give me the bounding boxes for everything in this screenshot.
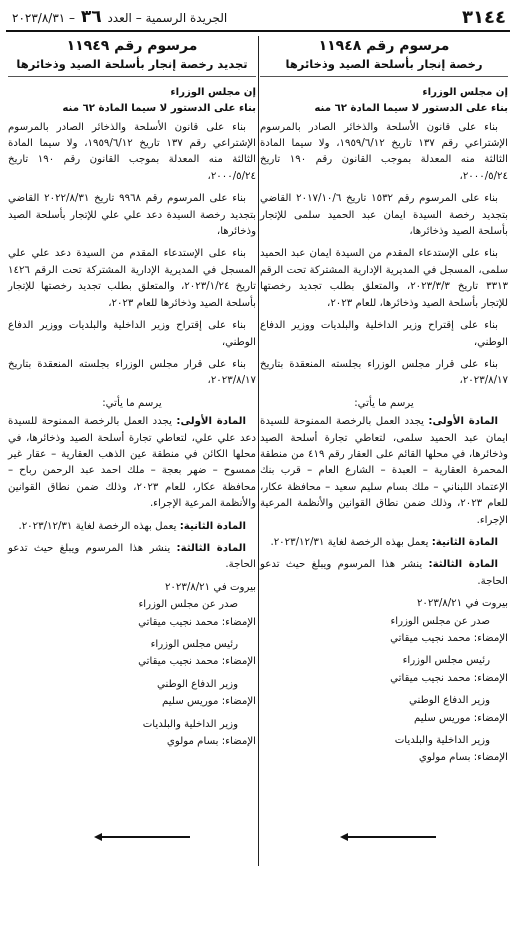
decrees-line: يرسم ما يأتي: <box>102 397 162 409</box>
preamble-paragraph: بناء على قرار مجلس الوزراء بجلسته المنعقدة بتاريخ ٢٠٢٣/٨/١٧، <box>8 358 256 387</box>
decree-11949 <box>8 38 256 751</box>
article-text: يعمل بهذه الرخصة لغاية ٢٠٢٣/١٢/٣١. <box>18 520 177 532</box>
official-title: وزير الداخلية والبلديات <box>394 735 490 747</box>
signature-line: الإمضاء: بسام مولوي <box>166 736 256 748</box>
article-text: ينشر هذا المرسوم ويبلغ حيث تدعو الحاجة. <box>8 542 256 571</box>
preamble-paragraph: بناء على قانون الأسلحة والذخائر الصادر بالمرسوم الإشتراعي رقم ١٣٧ تاريخ ١٩٥٩/٦/١٢، ولا سيما المادة الثالثة منه المعدلة بموجب القانون رقم ١٩٠ تاريخ ٢٠٠٠/٥/٢٤، <box>260 121 509 182</box>
decrees-line: يرسم ما يأتي: <box>354 397 414 409</box>
preamble-paragraph: بناء على قرار مجلس الوزراء بجلسته المنعقدة بتاريخ ٢٠٢٣/٨/١٧، <box>260 358 508 387</box>
signature-line: الإمضاء: محمد نجيب ميقاتي <box>390 633 508 644</box>
preamble-paragraph: بناء على المرسوم رقم ١٥٣٢ تاريخ ٢٠١٧/١٠/٦ القاضي بتجديد رخصة السيدة ايمان عبد الحميد سلمى للإتجار بأسلحة الصيد وذخائرها، <box>260 193 508 238</box>
signature-line: الإمضاء: موريس سليم <box>414 712 508 724</box>
preamble-paragraph: بناء على إقتراح وزير الداخلية والبلديات ووزير الدفاع الوطني، <box>260 320 508 348</box>
issue-date: – ٢٠٢٣/٨/٣١ <box>12 11 76 25</box>
article-text: ينشر هذا المرسوم ويبلغ حيث تدعو الحاجة. <box>260 559 508 587</box>
page-number: ٣١٤٤ <box>462 7 506 28</box>
decree-title: مرسوم رقم ١١٩٤٩ <box>66 38 198 54</box>
article-label: المادة الثانية: <box>179 520 246 532</box>
decree-subtitle: تجديد رخصة إنجار بأسلحة الصيد وذخائرها <box>8 56 256 76</box>
preamble-paragraph: بناء على قانون الأسلحة والذخائر الصادر بالمرسوم الإشتراعي رقم ١٣٧ تاريخ ١٩٥٩/٦/١٢، ولا سيما المادة الثالثة منه المعدلة بموجب القانون رقم ١٩٠ تاريخ ٢٠٠٠/٥/٢٤، <box>8 121 257 182</box>
signature-line: الإمضاء: محمد نجيب ميقاتي <box>138 656 256 668</box>
article-text: يجدد العمل بالرخصة الممنوحة للسيدة ايمان عبد الحميد سلمى، لتعاطي تجارة أسلحة الصيد وذخائرها، في محلها القائم على العقار رقم ٤١٩ من منطقة المحمرة العقارية – العبدة – الشارع العام – قرب بنك الإعتماد اللبناني – ملك بسام سليم سعيد – محافظة عكار، للعام ٢٠٢٣، وذلك ضمن نطاق القوانين والأنظمة المرعية الإجراء. <box>260 416 508 526</box>
gazette-title: الجريدة الرسمية – العدد <box>107 11 228 25</box>
preamble-paragraph: بناء على المرسوم رقم ٩٩٦٨ تاريخ ٢٠٢٢/٨/٣١ القاضي بتجديد رخصة السيدة دعد علي علي للإتجار بأسلحة الصيد وذخائرها، <box>8 193 256 238</box>
signature-line: الإمضاء: محمد نجيب ميقاتي <box>138 616 256 628</box>
constitution-line: بناء على الدستور لا سيما المادة ٦٢ منه <box>62 103 256 115</box>
official-title: وزير الدفاع الوطني <box>157 678 238 690</box>
decree-subtitle: رخصة إنجار بأسلحة الصيد وذخائرها <box>260 56 508 76</box>
official-title: رئيس مجلس الوزراء <box>402 655 490 667</box>
issued-by: صدر عن مجلس الوزراء <box>390 615 490 627</box>
article-2 <box>8 519 256 535</box>
article-2 <box>260 535 508 551</box>
gazette-header-title <box>6 7 227 30</box>
signature-line: الإمضاء: بسام مولوي <box>418 752 508 764</box>
column-divider <box>258 36 259 866</box>
article-text: يعمل بهذه الرخصة لغاية ٢٠٢٣/١٢/٣١. <box>270 536 429 548</box>
article-1 <box>8 414 256 512</box>
issued-by: صدر عن مجلس الوزراء <box>138 599 238 611</box>
place-date: بيروت في ٢٠٢٣/٨/٢١ <box>164 581 256 593</box>
signature-line: الإمضاء: موريس سليم <box>162 696 256 708</box>
article-3 <box>8 541 256 574</box>
decree-11948 <box>260 38 508 768</box>
official-title: رئيس مجلس الوزراء <box>150 639 238 650</box>
preamble-paragraph: بناء على الإستدعاء المقدم من السيدة ايمان عبد الحميد سلمى، المسجل في المديرية الإدارية المشتركة تحت الرقم ٣٣١٣ تاريخ ٢٠٢٣/٣/٣، والمتعلق بطلب تجديد رخصتها للإتجار بأسلحة الصيد وذخائرها، للعام ٢٠٢٣، <box>260 248 509 309</box>
constitution-line: بناء على الدستور لا سيما المادة ٦٢ منه <box>314 103 508 115</box>
article-label: المادة الأولى: <box>176 416 246 428</box>
article-label: المادة الثانية: <box>431 536 498 548</box>
preamble-paragraph: بناء على إقتراح وزير الداخلية والبلديات ووزير الدفاع الوطني، <box>8 320 256 348</box>
place-date: بيروت في ٢٠٢٣/٨/٢١ <box>416 598 508 610</box>
article-label: المادة الثالثة: <box>428 559 498 571</box>
article-label: المادة الثالثة: <box>176 542 246 554</box>
article-3 <box>260 557 508 590</box>
article-text: يجدد العمل بالرخصة الممنوحة للسيدة دعد علي علي، لتعاطي تجارة أسلحة الصيد وذخائرها، في محلها الكائن في منطقة عين الذهب العقارية – عقار غير ممسوح – ضهر بعجة – ملك احمد عبد الرحمن رباح – محافظة عكار، للعام ٢٠٢٣، وذلك ضمن نطاق القوانين والأنظمة المرعية الإجراء. <box>8 416 256 510</box>
official-title: وزير الداخلية والبلديات <box>142 718 238 730</box>
end-of-decree-rule <box>100 836 190 838</box>
council-heading: إن مجلس الوزراء <box>422 86 508 98</box>
official-title: وزير الدفاع الوطني <box>409 695 490 707</box>
issue-number: ٣٦ <box>80 7 102 27</box>
page-header <box>6 4 510 32</box>
decree-title: مرسوم رقم ١١٩٤٨ <box>318 38 450 54</box>
council-heading: إن مجلس الوزراء <box>170 86 256 98</box>
end-of-decree-rule <box>346 836 436 838</box>
preamble-paragraph: بناء على الإستدعاء المقدم من السيدة دعد علي علي المسجل في المديرية الإدارية المشتركة تحت الرقم ١٤٢٦ تاريخ ٢٠٢٣/١/٢٤، والمتعلق بطلب تجديد رخصتها للإتجار بأسلحة الصيد وذخائرها للعام ٢٠٢٣، <box>8 248 256 309</box>
signature-line: الإمضاء: محمد نجيب ميقاتي <box>390 672 508 684</box>
article-label: المادة الأولى: <box>428 416 498 428</box>
article-1 <box>260 414 508 529</box>
